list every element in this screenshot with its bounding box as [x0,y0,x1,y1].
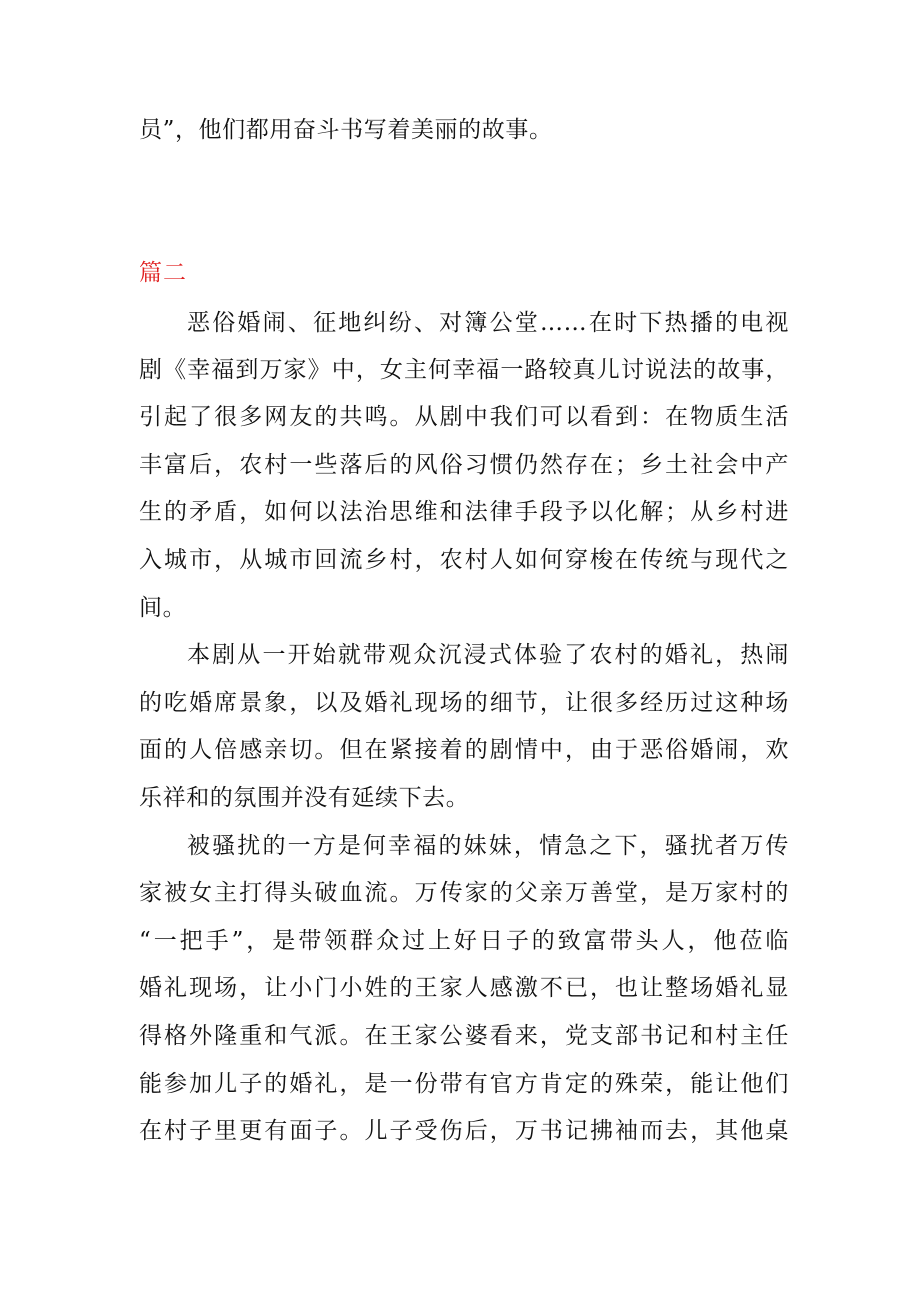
paragraph-line: 恶俗婚闹、征地纠纷、对簿公堂……在时下热播的电视 [187,310,789,336]
paragraph-line: 得格外隆重和气派。在王家公婆看来，党支部书记和村主任 [139,1023,789,1049]
paragraph-line: 在村子里更有面子。儿子受伤后，万书记拂袖而去，其他桌 [139,1118,789,1144]
paragraph-line: 间。 [139,595,187,621]
paragraph-line: “一把手”，是带领群众过上好日子的致富带头人，他莅临 [139,928,789,954]
section-title: 篇二 [139,260,187,286]
paragraph-line: 的吃婚席景象，以及婚礼现场的细节，让很多经历过这种场 [139,690,789,716]
paragraph-line: 被骚扰的一方是何幸福的妹妹，情急之下，骚扰者万传 [187,833,789,859]
paragraph-line: 生的矛盾，如何以法治思维和法律手段予以化解；从乡村进 [139,499,789,525]
paragraph-line: 引起了很多网友的共鸣。从剧中我们可以看到：在物质生活 [139,404,789,430]
paragraph-line: 本剧从一开始就带观众沉浸式体验了农村的婚礼，热闹 [187,642,789,668]
paragraph-line: 家被女主打得头破血流。万传家的父亲万善堂，是万家村的 [139,880,789,906]
paragraph-line: 入城市，从城市回流乡村，农村人如何穿梭在传统与现代之 [139,547,789,573]
paragraph-line: 乐祥和的氛围并没有延续下去。 [139,785,470,811]
paragraph-line: 能参加儿子的婚礼，是一份带有官方肯定的殊荣，能让他们 [139,1071,789,1097]
intro-line: 员”，他们都用奋斗书写着美丽的故事。 [139,117,553,143]
paragraph-line: 丰富后，农村一些落后的风俗习惯仍然存在；乡土社会中产 [139,452,789,478]
paragraph-line: 面的人倍感亲切。但在紧接着的剧情中，由于恶俗婚闹，欢 [139,737,789,763]
paragraph-line: 剧《幸福到万家》中，女主何幸福一路较真儿讨说法的故事， [139,357,789,383]
paragraph-line: 婚礼现场，让小门小姓的王家人感激不已，也让整场婚礼显 [139,975,789,1001]
